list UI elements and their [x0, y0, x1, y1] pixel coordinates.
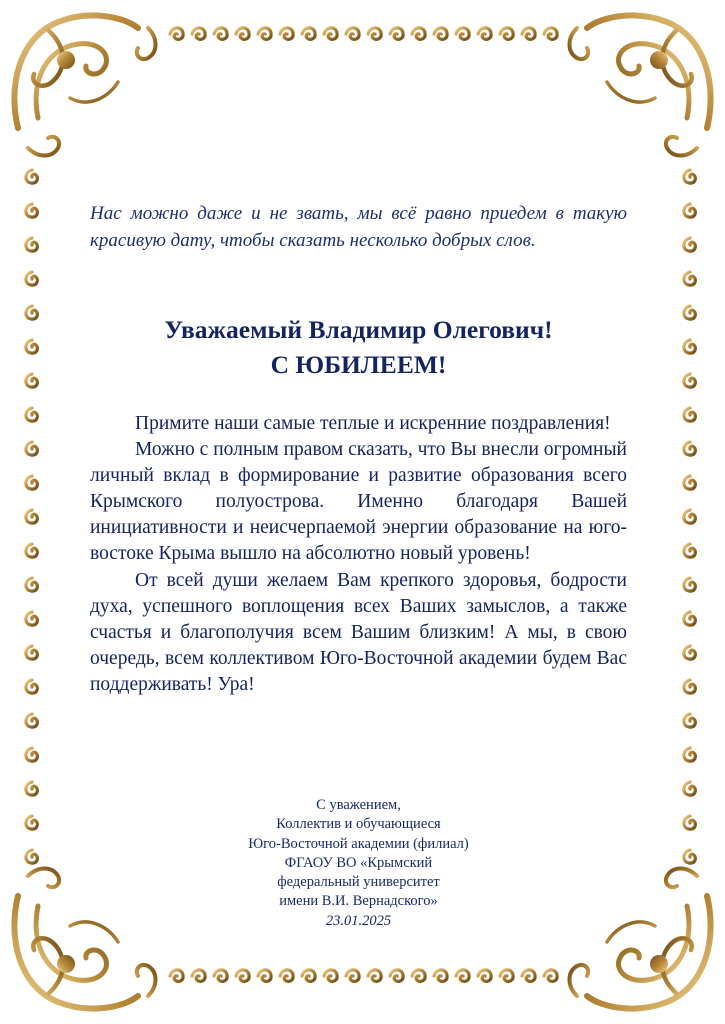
body-paragraph: От всей души желаем Вам крепкого здоровья, бодрости духа, успешного воплощения всех Ваших замыслов, а также счастья и благополучия всем Вашим близким! А мы, в свою очередь, всем коллективом Юго-Восточной академии будем Вас поддерживать! Ура!	[90, 569, 627, 695]
frame-corner-top-left	[14, 15, 155, 155]
signature-line: Юго-Восточной академии (филиал)	[248, 835, 469, 852]
signature-line: федеральный университет	[277, 874, 440, 891]
signature-line: Коллектив и обучающиеся	[276, 816, 441, 833]
signature-block	[90, 796, 627, 931]
signature-line: С уважением,	[316, 797, 401, 813]
frame-left-border	[26, 170, 38, 863]
intro-text: Нас можно даже и не звать, мы всё равно приедем в такую красивую дату, чтобы сказать несколько добрых слов.	[90, 203, 627, 251]
frame-corner-top-right	[570, 15, 711, 155]
signature-line: ФГАОУ ВО «Крымский	[284, 854, 433, 871]
signature-date: 23.01.2025	[325, 912, 392, 929]
greeting-jubilee: С ЮБИЛЕЕМ!	[270, 350, 447, 379]
greeting-title	[90, 312, 627, 382]
letter-body	[90, 411, 627, 698]
signature-line: имени В.И. Вернадского»	[279, 893, 438, 910]
frame-right-border	[684, 170, 696, 863]
greeting-addressee: Уважаемый Владимир Олегович!	[164, 315, 553, 344]
body-paragraph: Можно с полным правом сказать, что Вы внесли огромный личный вклад в формирование и развитие образования всего Крымского полуострова. Именно благодаря Вашей инициативности и неисчерпаемой энергии образование на юго-востоке Крыма вышло на абсолютно новый уровень!	[90, 439, 627, 565]
body-paragraph: Примите наши самые теплые и искренние поздравления!	[135, 413, 611, 434]
frame-bottom-border	[170, 970, 557, 982]
frame-top-border	[170, 28, 557, 40]
